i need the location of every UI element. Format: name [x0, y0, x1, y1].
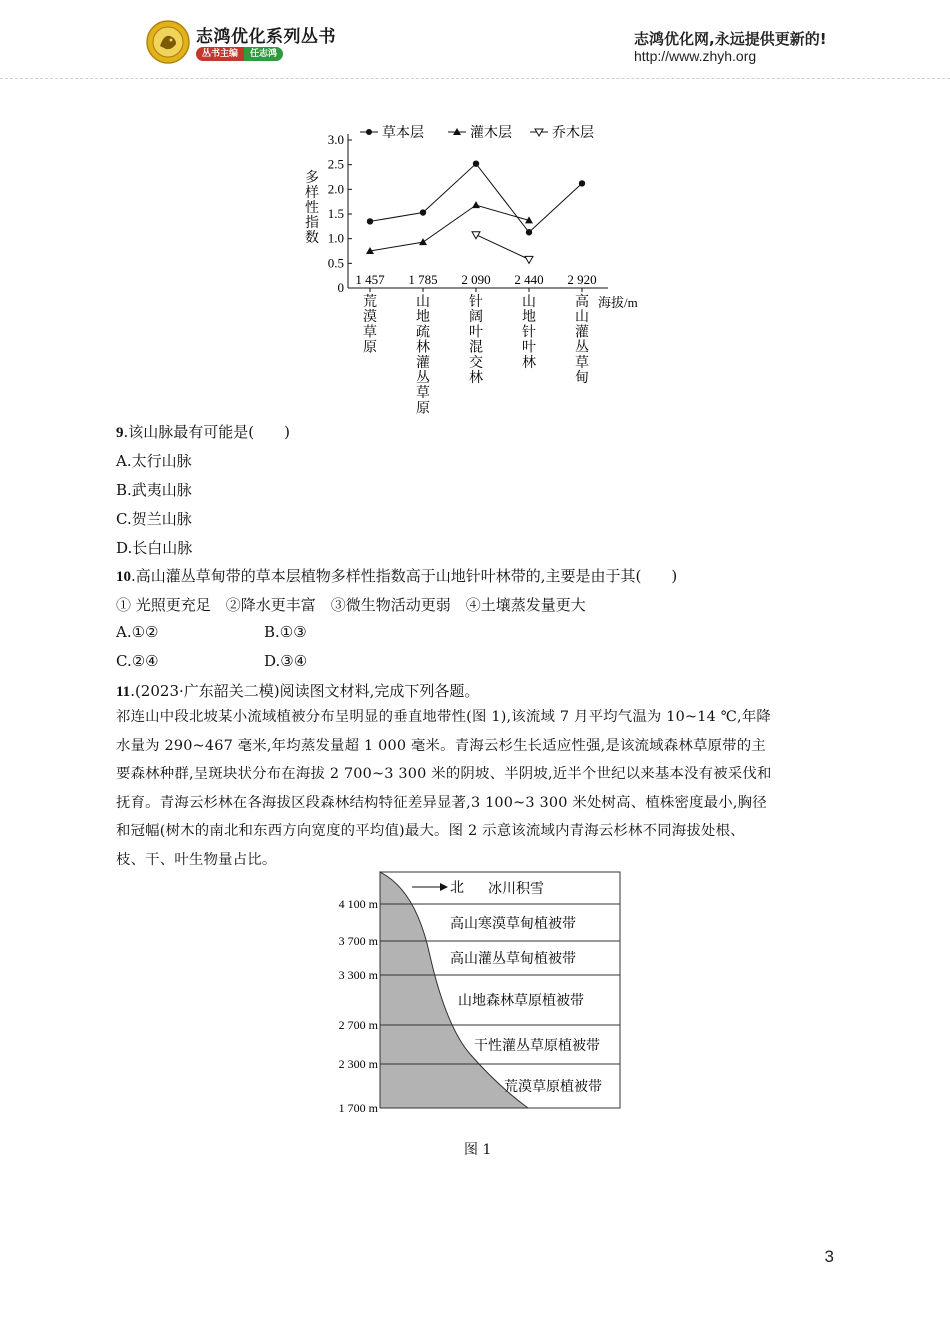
zone-label: 冰川积雪	[488, 882, 544, 897]
x-zone-label-char: 丛	[575, 340, 589, 356]
x-zone-label-char: 山	[575, 310, 589, 326]
editor-badge	[196, 47, 283, 63]
x-zone-label-char: 灌	[416, 355, 430, 371]
data-point-circle	[420, 209, 426, 215]
paragraph-line: 水量为 290~467 毫米,年均蒸发量超 1 000 毫米。青海云杉生长适应性强,是该流域森林草原带的主	[116, 737, 766, 754]
question-number: 9	[116, 425, 124, 441]
x-zone-label-char: 针	[522, 325, 536, 341]
x-zone-label-char: 林	[416, 340, 430, 356]
option-a[interactable]: A.太行山脉	[116, 452, 192, 470]
x-zone-label-char: 原	[416, 401, 430, 416]
question-10-statements: ① 光照更充足 ②降水更丰富 ③微生物活动更弱 ④土壤蒸发量更大	[116, 596, 586, 614]
x-zone-label-char: 灌	[575, 325, 589, 341]
y-tick-label: 0.5	[327, 255, 344, 271]
series-line-2	[476, 235, 529, 260]
x-axis-title: 海拔/m	[598, 295, 638, 310]
paragraph-line: 枝、干、叶生物量占比。	[116, 851, 277, 868]
paragraph-line: 祁连山中段北坡某小流域植被分布呈明显的垂直地带性(图 1),该流域 7 月平均气温为 10~14 ℃,年降	[116, 709, 772, 725]
diversity-index-chart	[290, 116, 670, 416]
question-stem: .高山灌丛草甸带的草本层植物多样性指数高于山地针叶林带的,主要是由于其( )	[131, 567, 678, 585]
y-axis-title-char: 数	[305, 231, 319, 246]
editor-badge-label: 丛书主编	[196, 47, 244, 61]
y-tick-label: 1.0	[327, 230, 344, 246]
x-elevation-label: 1 785	[408, 272, 438, 287]
question-number: 10	[116, 569, 131, 585]
x-elevation-label: 1 457	[355, 272, 385, 287]
x-zone-label-char: 山	[416, 295, 430, 310]
option-d[interactable]: D.长白山脉	[116, 539, 193, 557]
x-zone-label-char: 荒	[363, 295, 377, 310]
data-point-circle	[579, 180, 585, 186]
y-tick-label: 0	[337, 280, 344, 295]
question-11	[116, 680, 479, 701]
altitude-label: 2 300 m	[338, 1057, 378, 1071]
option-b[interactable]: B.武夷山脉	[116, 481, 192, 499]
x-zone-label-char: 草	[416, 386, 430, 402]
x-zone-label-char: 地	[416, 310, 430, 326]
x-zone-label-char: 草	[575, 355, 589, 371]
option-c[interactable]: C.②④	[116, 652, 159, 670]
question-10	[116, 565, 677, 586]
altitude-label: 3 300 m	[338, 968, 378, 982]
zone-label: 高山灌丛草甸植被带	[450, 952, 576, 967]
data-point-triangle	[472, 201, 480, 208]
question-stem: .(2023·广东韶关二模)阅读图文材料,完成下列各题。	[130, 682, 480, 700]
x-elevation-label: 2 440	[514, 272, 544, 287]
x-zone-label-char: 原	[363, 340, 377, 356]
zone-label: 干性灌丛草原植被带	[474, 1039, 600, 1054]
site-slogan: 志鸿优化网,永远提供更新的!	[634, 30, 827, 48]
x-elevation-label: 2 090	[461, 272, 491, 287]
option-d[interactable]: D.③④	[264, 652, 308, 670]
option-a[interactable]: A.①②	[116, 623, 159, 641]
logo-icon	[146, 20, 190, 64]
option-c[interactable]: C.贺兰山脉	[116, 510, 192, 528]
legend-label: 草本层	[382, 126, 424, 141]
question-stem: .该山脉最有可能是( )	[123, 423, 290, 441]
question-number: 11	[116, 684, 131, 700]
paragraph-line: 抚育。青海云杉林在各海拔区段森林结构特征差异显著,3 100~3 300 米处树高、植株密度最小,胸径	[116, 794, 767, 811]
x-zone-label-char: 疏	[416, 325, 430, 341]
data-point-circle	[526, 229, 532, 235]
y-axis-title-char: 性	[305, 201, 319, 216]
x-zone-label-char: 混	[469, 340, 483, 356]
paragraph-line: 和冠幅(树木的南北和东西方向宽度的平均值)最大。图 2 示意该流域内青海云杉林不同海拔处根、	[116, 823, 745, 839]
zone-label: 山地森林草原植被带	[458, 994, 584, 1009]
x-zone-label-char: 丛	[416, 371, 430, 386]
north-label: 北	[450, 881, 464, 896]
y-axis-title-char: 多	[305, 171, 319, 186]
question-9	[116, 421, 290, 442]
altitude-label: 3 700 m	[338, 934, 378, 948]
data-point-circle	[367, 218, 373, 224]
zone-label: 高山寒漠草甸植被带	[450, 917, 576, 932]
altitude-label: 4 100 m	[338, 897, 378, 911]
y-axis-title-char: 样	[305, 186, 319, 201]
y-tick-label: 2.0	[327, 181, 344, 197]
page-number: 3	[824, 1247, 834, 1266]
x-zone-label-char: 草	[363, 325, 377, 341]
legend-label: 灌木层	[470, 126, 512, 141]
x-zone-label-char: 叶	[522, 340, 536, 356]
data-point-open-triangle	[472, 232, 480, 239]
x-zone-label-char: 地	[522, 310, 536, 326]
y-tick-label: 1.5	[327, 206, 344, 221]
y-axis-title-char: 指	[305, 216, 319, 231]
x-zone-label-char: 山	[522, 295, 536, 310]
altitude-label: 2 700 m	[338, 1018, 378, 1032]
data-point-circle	[473, 160, 479, 166]
legend-label: 乔木层	[552, 126, 594, 141]
site-url-link[interactable]: http://www.zhyh.org	[634, 48, 757, 64]
y-tick-label: 3.0	[327, 132, 344, 147]
y-tick-label: 2.5	[327, 156, 344, 172]
legend-circle-icon	[366, 129, 372, 135]
x-zone-label-char: 叶	[469, 325, 483, 341]
x-zone-label-char: 阔	[469, 310, 483, 326]
vegetation-belt-diagram	[320, 866, 630, 1116]
x-zone-label-char: 针	[469, 295, 483, 310]
x-zone-label-char: 甸	[575, 371, 589, 386]
x-elevation-label: 2 920	[567, 272, 597, 287]
data-point-open-triangle	[525, 256, 533, 263]
altitude-label: 1 700 m	[338, 1101, 378, 1115]
round-gold-seal-icon	[146, 20, 190, 64]
x-zone-label-char: 林	[522, 355, 536, 371]
x-zone-label-char: 高	[575, 295, 589, 310]
editor-badge-name: 任志鸿	[244, 47, 283, 61]
x-zone-label-char: 漠	[363, 310, 377, 326]
zone-label: 荒漠草原植被带	[504, 1080, 602, 1095]
figure-caption: 图 1	[464, 1142, 492, 1158]
series-line-0	[370, 164, 582, 233]
series-brand-title: 志鸿优化系列丛书	[196, 27, 336, 47]
series-line-1	[370, 205, 529, 251]
material-paragraph	[116, 703, 836, 874]
x-zone-label-char: 交	[469, 355, 483, 371]
option-b[interactable]: B.①③	[264, 623, 307, 641]
header-divider	[0, 78, 950, 79]
paragraph-line: 要森林种群,呈斑块状分布在海拔 2 700~3 300 米的阴坡、半阴坡,近半个世纪以来基本没有被采伐和	[116, 766, 772, 782]
data-point-triangle	[419, 238, 427, 245]
x-zone-label-char: 林	[469, 371, 483, 386]
